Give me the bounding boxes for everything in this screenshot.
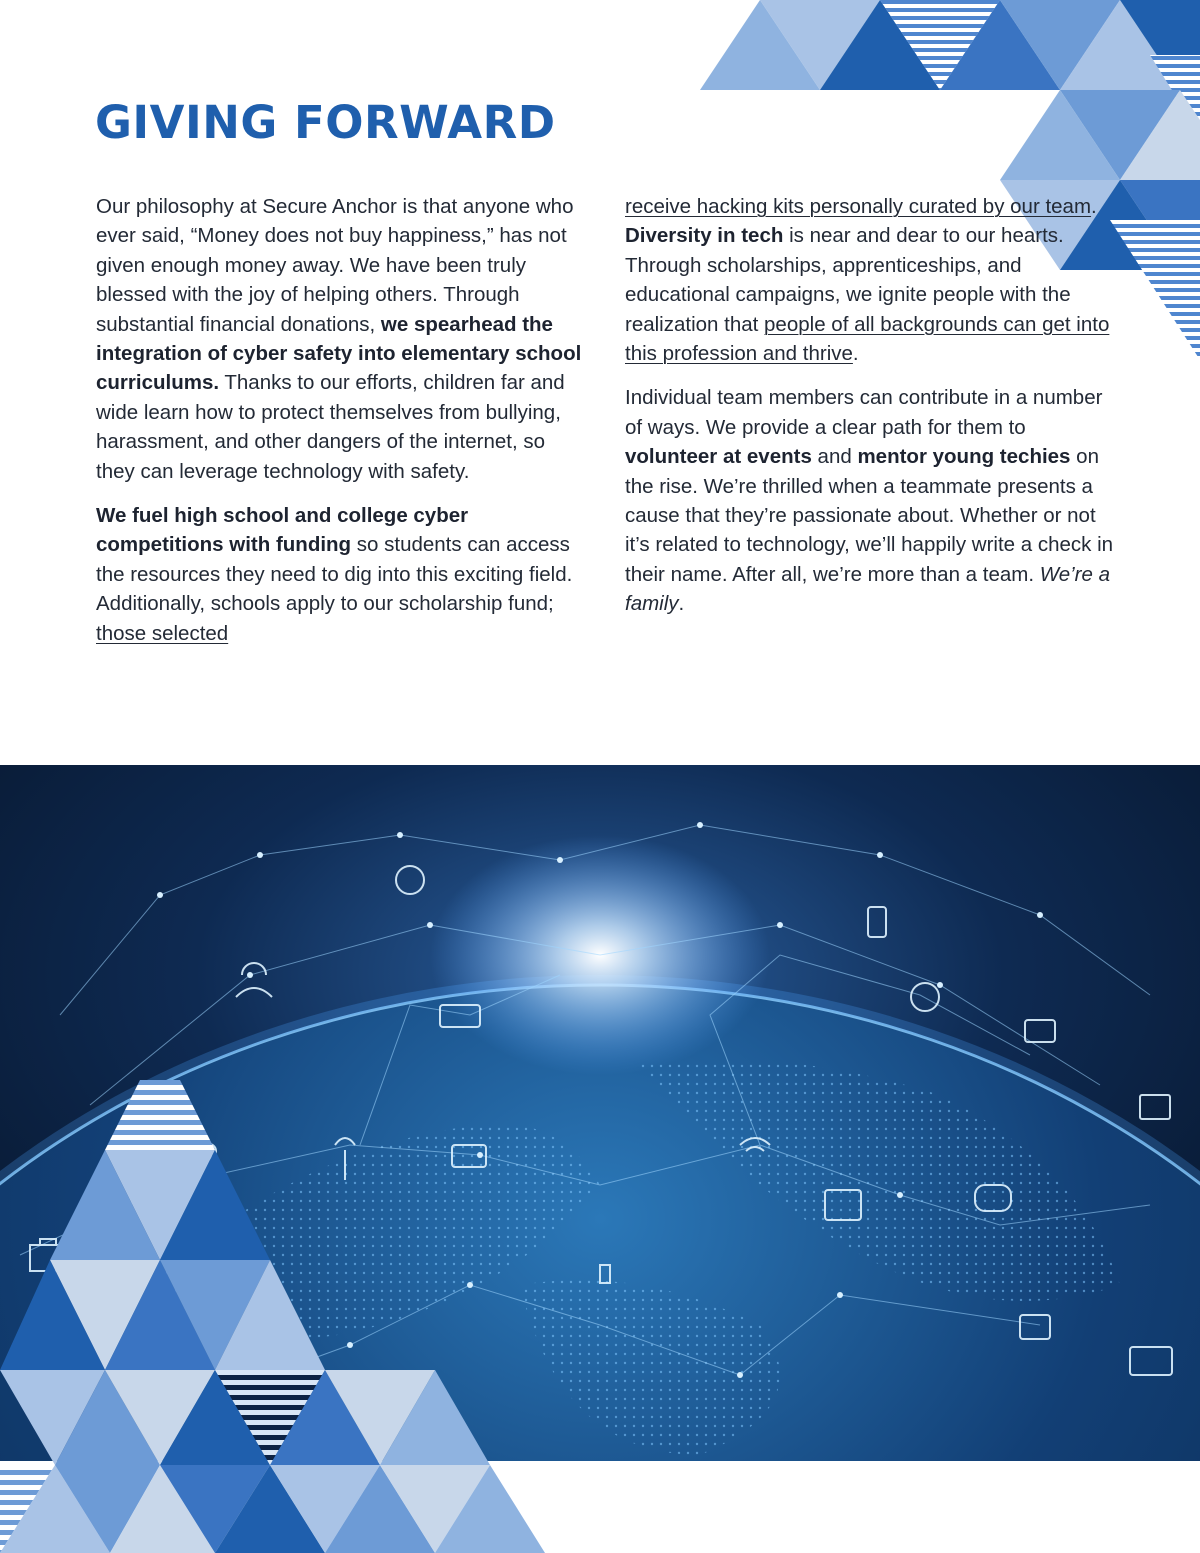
paragraph-philosophy	[96, 192, 586, 486]
bold-run: mentor young techies	[857, 445, 1071, 469]
underlined-run: people of all backgrounds can get into this profession and thrive	[625, 312, 1110, 366]
text-run: .	[1091, 195, 1097, 218]
left-column	[96, 192, 586, 663]
text-run: .	[852, 342, 859, 366]
text-run: on the rise. We’re thrilled when a teammate presents a cause that they’re passionate about. Whether or not it’s related to technology, we’ll happily write a check in their name. After all, we’re more than a team.	[625, 445, 1114, 586]
bottom-triangle-decoration	[0, 1080, 620, 1553]
bold-run: we spearhead the integration of cyber safety into elementary school curriculums.	[96, 312, 582, 395]
underlined-run: those selected	[96, 621, 229, 645]
underlined-run: receive hacking kits personally curated by our team	[625, 195, 1092, 218]
paragraph-team-members	[625, 383, 1115, 618]
text-run: Thanks to our efforts, children far and wide learn how to protect themselves from bullying, harassment, and other dangers of the internet, so they can leverage technology with safety.	[96, 371, 565, 483]
text-run: Individual team members can contribute in a number of ways. We provide a clear path for them to	[625, 386, 1103, 439]
paragraph-competitions	[96, 501, 586, 648]
text-run: is near and dear to our hearts. Through scholarships, apprenticeships, and educational campaigns, we ignite people with the realization that	[625, 224, 1071, 336]
text-run: so students can access the resources they need to dig into this exciting field. Additionally, schools apply to our scholarship fund;	[96, 533, 573, 616]
text-run: and	[811, 445, 858, 469]
bold-run: Diversity in tech	[625, 224, 784, 248]
italic-run: We’re a family	[625, 562, 1111, 616]
right-column	[625, 192, 1115, 634]
bold-run: volunteer at events	[625, 445, 812, 469]
text-run: Our philosophy at Secure Anchor is that anyone who ever said, “Money does not buy happiness,” has not given enough money away. We have been truly blessed with the joy of helping others. Through substantial financial donations,	[96, 195, 574, 336]
page-title: GIVING FORWARD	[95, 96, 556, 149]
text-run: .	[678, 592, 685, 616]
paragraph-diversity	[625, 192, 1115, 368]
bold-run: We fuel high school and college cyber competitions with funding	[96, 504, 469, 557]
